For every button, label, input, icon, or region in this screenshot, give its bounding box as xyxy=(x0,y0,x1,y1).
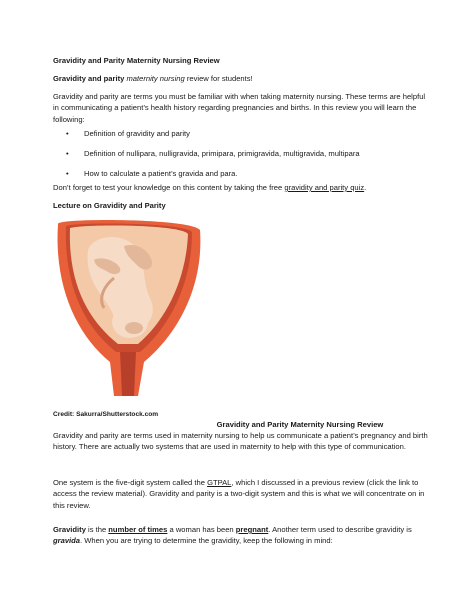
list-item-text: How to calculate a patient’s gravida and para. xyxy=(84,169,238,178)
list-item-text: Definition of gravidity and parity xyxy=(84,129,190,138)
gravidity-text-2: a woman has been xyxy=(167,525,236,534)
quiz-line xyxy=(53,182,428,193)
bullet-glyph: • xyxy=(66,129,69,138)
lecture-heading: Lecture on Gravidity and Parity xyxy=(53,201,166,210)
document-title: Gravidity and Parity Maternity Nursing Review xyxy=(53,56,220,65)
intro-paragraph: Gravidity and parity are terms you must be familiar with when taking maternity nursing. These terms are helpful in communicating a patient’s health history regarding pregnancies and births. In this review you will learn the following: xyxy=(53,92,426,124)
body-paragraph-systems: Gravidity and parity are terms used in maternity nursing to help us communicate a patient’s pregnancy and birth history. There are actually two systems that are used in maternity to help with this type of communication. xyxy=(53,431,428,452)
fetus-face-shade xyxy=(125,322,143,334)
intro-line xyxy=(53,73,428,84)
fetus-in-uterus-illustration xyxy=(54,216,202,402)
gravidity-text-3: . Another term used to describe gravidity is xyxy=(268,525,412,534)
quiz-end: . xyxy=(364,183,367,192)
pregnant-term: pregnant xyxy=(235,525,269,534)
gtpal-link[interactable]: GTPAL xyxy=(207,478,232,487)
intro-lead: Gravidity and parity xyxy=(53,74,125,83)
gravidity-term: Gravidity xyxy=(53,525,86,534)
body-paragraph-gravidity xyxy=(53,524,428,547)
body-paragraph-gtpal xyxy=(53,477,428,511)
gravidity-text-4: . When you are trying to determine the gravidity, keep the following in mind: xyxy=(80,536,333,546)
intro-emphasis: maternity nursing xyxy=(126,74,185,83)
bullet-glyph: • xyxy=(66,169,69,178)
list-item-text: Definition of nullipara, nulligravida, primipara, primigravida, multigravida, multipara xyxy=(84,149,360,158)
gtpal-text-pre: One system is the five-digit system called the xyxy=(53,478,205,487)
cervix-canal xyxy=(120,352,136,396)
gravidity-text-1: is the xyxy=(85,525,109,534)
gtpal-text-post: , which I discussed in a previous review (click the link to access the review material). Gravidity and parity is a two-digit system and this is what we will concentrate on in this review. xyxy=(53,478,425,510)
uterus-drawing xyxy=(54,216,202,402)
intro-tail: review for students! xyxy=(186,74,253,83)
number-of-times-term: number of times xyxy=(108,525,168,534)
gravida-term: gravida xyxy=(53,536,81,546)
bullet-glyph: • xyxy=(66,149,69,158)
section-caption: Gravidity and Parity Maternity Nursing Review xyxy=(216,419,384,429)
quiz-text: Don’t forget to test your knowledge on this content by taking the free xyxy=(53,183,283,192)
image-credit: Credit: Sakurra/Shutterstock.com xyxy=(53,410,159,418)
quiz-link[interactable]: gravidity and parity quiz xyxy=(284,183,365,192)
